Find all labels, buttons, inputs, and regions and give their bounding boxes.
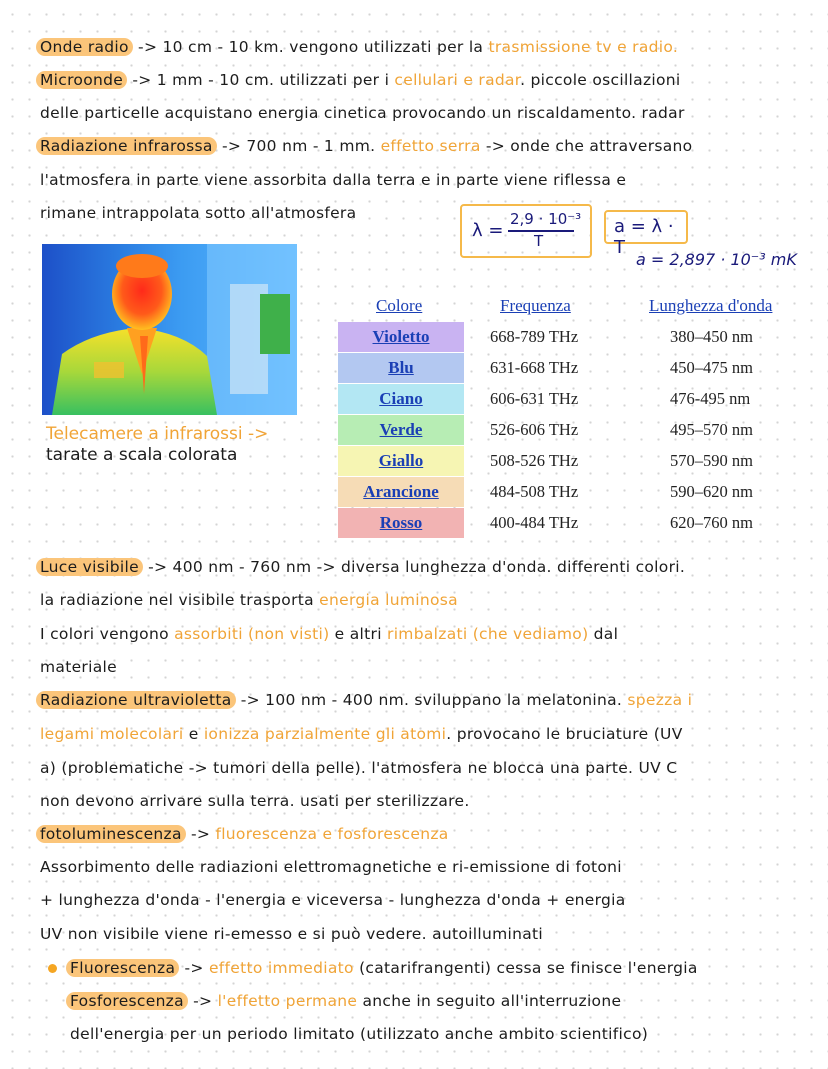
frequency-cell: 526-606 THz — [490, 420, 579, 439]
formula-numerator: 2,9 · 10⁻³ — [510, 210, 582, 228]
wavelength-cell: 476-495 nm — [670, 389, 751, 408]
color-link[interactable]: Rosso — [338, 508, 464, 538]
note-line-microonde: Microonde -> 1 mm - 10 cm. utilizzati per i cellulari e radar. piccole oscillazioni — [40, 70, 681, 90]
note-line: rimane intrappolata sotto all'atmosfera — [40, 204, 357, 222]
frequency-cell: 484-508 THz — [490, 482, 579, 501]
frequency-cell: 631-668 THz — [490, 358, 579, 377]
highlight-term: Radiazione ultravioletta — [36, 691, 236, 709]
thermal-person-illustration — [42, 244, 297, 415]
highlight-term: fotoluminescenza — [36, 825, 186, 843]
table-row — [338, 353, 464, 383]
color-link[interactable]: Verde — [338, 415, 464, 445]
table-row — [338, 322, 464, 352]
note-line: a) (problematiche -> tumori della pelle). l'atmosfera ne blocca una parte. UV C — [40, 759, 678, 777]
note-line: legami molecolari e ionizza parzialmente gli atomi. provocano le bruciature (UV — [40, 725, 683, 743]
note-line: non devono arrivare sulla terra. usati per sterilizzare. — [40, 792, 470, 810]
header-lunghezza: Lunghezza d'onda — [649, 296, 773, 315]
note-line: dell'energia per un periodo limitato (utilizzato anche ambito scientifico) — [70, 1025, 649, 1043]
formula-denominator: T — [534, 232, 544, 250]
formula-text: a = λ · T — [614, 216, 674, 258]
header-frequenza: Frequenza — [500, 296, 571, 315]
color-link[interactable]: Ciano — [338, 384, 464, 414]
note-line: delle particelle acquistano energia cinetica provocando un riscaldamento. radar — [40, 104, 685, 122]
table-row — [338, 384, 464, 414]
highlight-term: Fluorescenza — [66, 959, 179, 977]
note-line-ultravioletta: Radiazione ultravioletta -> 100 nm - 400 nm. sviluppano la melatonina. spezza i — [40, 690, 692, 710]
note-line-fotoluminescenza: fotoluminescenza -> fluorescenza e fosforescenza — [40, 824, 449, 844]
wavelength-cell: 380–450 nm — [670, 327, 753, 346]
wien-constant-formula-box — [604, 210, 688, 258]
wavelength-cell: 620–760 nm — [670, 513, 753, 532]
frequency-cell: 606-631 THz — [490, 389, 579, 408]
table-row — [338, 446, 464, 476]
wien-constant: a = 2,897 · 10⁻³ mK — [636, 250, 797, 269]
frequency-cell: 668-789 THz — [490, 327, 579, 346]
color-link[interactable]: Arancione — [338, 477, 464, 507]
highlight-term: Fosforescenza — [66, 992, 188, 1010]
note-line-onde-radio: Onde radio -> 10 cm - 10 km. vengono utilizzati per la trasmissione tv e radio. — [40, 37, 678, 57]
frequency-cell: 400-484 THz — [490, 513, 579, 532]
note-line: l'atmosfera in parte viene assorbita dalla terra e in parte viene riflessa e — [40, 171, 627, 189]
formula-lhs: λ = — [472, 220, 504, 241]
wavelength-cell: 590–620 nm — [670, 482, 753, 501]
wien-formula-box — [460, 204, 592, 258]
wavelength-cell: 495–570 nm — [670, 420, 753, 439]
highlight-term: Onde radio — [36, 38, 133, 56]
wavelength-cell: 570–590 nm — [670, 451, 753, 470]
note-line: I colori vengono assorbiti (non visti) e altri rimbalzati (che vediamo) dal — [40, 625, 619, 643]
thermal-caption: Telecamere a infrarossi -> tarate a scala colorata — [46, 424, 269, 465]
thermal-camera-image — [42, 244, 297, 415]
note-line: Assorbimento delle radiazioni elettromagnetiche e ri-emissione di fotoni — [40, 858, 622, 876]
note-line-fluorescenza: Fluorescenza -> effetto immediato (catarifrangenti) cessa se finisce l'energia — [70, 958, 698, 978]
header-colore: Colore — [376, 296, 423, 315]
highlight-term: Luce visibile — [36, 558, 143, 576]
wavelength-cell: 450–475 nm — [670, 358, 753, 377]
note-line-fosforescenza: Fosforescenza -> l'effetto permane anche in seguito all'interruzione — [70, 991, 621, 1011]
highlight-term: Radiazione infrarossa — [36, 137, 217, 155]
note-line-infrarossa: Radiazione infrarossa -> 700 nm - 1 mm. effetto serra -> onde che attraversano — [40, 136, 692, 156]
note-line: materiale — [40, 658, 117, 676]
note-line: + lunghezza d'onda - l'energia e viceversa - lunghezza d'onda + energia — [40, 891, 626, 909]
note-line-luce-visibile: Luce visibile -> 400 nm - 760 nm -> diversa lunghezza d'onda. differenti colori. — [40, 557, 685, 577]
color-link[interactable]: Blu — [338, 353, 464, 383]
table-row — [338, 415, 464, 445]
color-link[interactable]: Violetto — [338, 322, 464, 352]
frequency-cell: 508-526 THz — [490, 451, 579, 470]
color-link[interactable]: Giallo — [338, 446, 464, 476]
note-line: UV non visibile viene ri-emesso e si può vedere. autoilluminati — [40, 925, 544, 943]
note-line: la radiazione nel visibile trasporta energia luminosa — [40, 591, 458, 609]
table-row — [338, 477, 464, 507]
table-row — [338, 508, 464, 538]
bullet-icon — [48, 964, 57, 973]
highlight-term: Microonde — [36, 71, 127, 89]
